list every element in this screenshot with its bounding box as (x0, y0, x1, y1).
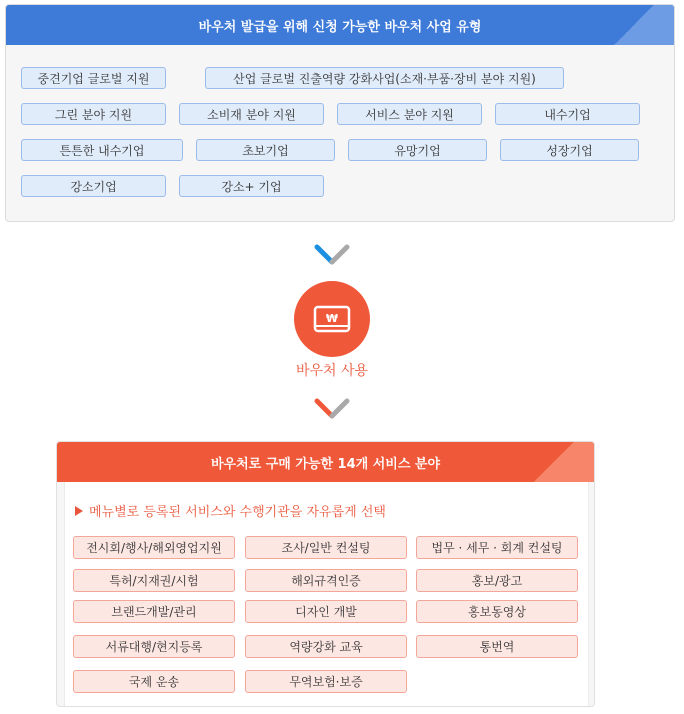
voucher-type-item[interactable]: 내수기업 (495, 103, 640, 125)
voucher-type-item[interactable]: 산업 글로벌 진출역량 강화사업(소재·부품·장비 분야 지원) (205, 67, 564, 89)
chevron-down-icon (314, 244, 350, 266)
service-field-header (57, 442, 594, 482)
voucher-type-item[interactable]: 유망기업 (348, 139, 487, 161)
voucher-type-header (6, 5, 674, 45)
service-notice-text: 메뉴별로 등록된 서비스와 수행기관을 자유롭게 선택 (89, 505, 386, 520)
voucher-type-title: 바우처 발급을 위해 신청 가능한 바우처 사업 유형 (198, 19, 482, 35)
voucher-type-item[interactable]: 소비재 분야 지원 (179, 103, 324, 125)
service-field-item[interactable]: 특허/지재권/시험 (73, 569, 235, 592)
service-field-item[interactable]: 홍보/광고 (416, 569, 578, 592)
service-field-item[interactable]: 홍보동영상 (416, 600, 578, 623)
service-field-item[interactable]: 조사/일반 컨설팅 (245, 536, 407, 559)
voucher-type-item[interactable]: 튼튼한 내수기업 (21, 139, 183, 161)
header-decoration (534, 442, 594, 482)
header-decoration (614, 5, 674, 45)
service-field-item[interactable]: 전시회/행사/해외영업지원 (73, 536, 235, 559)
voucher-type-item[interactable]: 그린 분야 지원 (21, 103, 166, 125)
service-field-item[interactable]: 역량강화 교육 (245, 635, 407, 658)
service-field-item[interactable]: 서류대행/현지등록 (73, 635, 235, 658)
voucher-type-item[interactable]: 성장기업 (500, 139, 639, 161)
voucher-coin (294, 281, 370, 357)
card-won-icon (312, 304, 352, 334)
service-field-item[interactable]: 브랜드개발/관리 (73, 600, 235, 623)
voucher-usage-label: 바우처 사용 (295, 363, 369, 379)
service-field-item[interactable]: 국제 운송 (73, 670, 235, 693)
voucher-type-item[interactable]: 강소+ 기업 (179, 175, 324, 197)
won-symbol: ₩ (325, 312, 339, 325)
service-field-item[interactable]: 해외규격인증 (245, 569, 407, 592)
service-field-title: 바우처로 구매 가능한 14개 서비스 분야 (210, 456, 441, 472)
voucher-type-item[interactable]: 중견기업 글로벌 지원 (21, 67, 166, 89)
voucher-type-item[interactable]: 강소기업 (21, 175, 166, 197)
service-field-item[interactable]: 디자인 개발 (245, 600, 407, 623)
triangle-right-icon (75, 506, 83, 516)
service-field-item[interactable]: 법무 · 세무 · 회계 컨설팅 (416, 536, 578, 559)
service-field-item[interactable]: 무역보험·보증 (245, 670, 407, 693)
voucher-type-item[interactable]: 서비스 분야 지원 (337, 103, 482, 125)
service-field-item[interactable]: 통번역 (416, 635, 578, 658)
voucher-type-item[interactable]: 초보기업 (196, 139, 335, 161)
service-notice (75, 501, 386, 520)
chevron-down-icon (314, 398, 350, 420)
